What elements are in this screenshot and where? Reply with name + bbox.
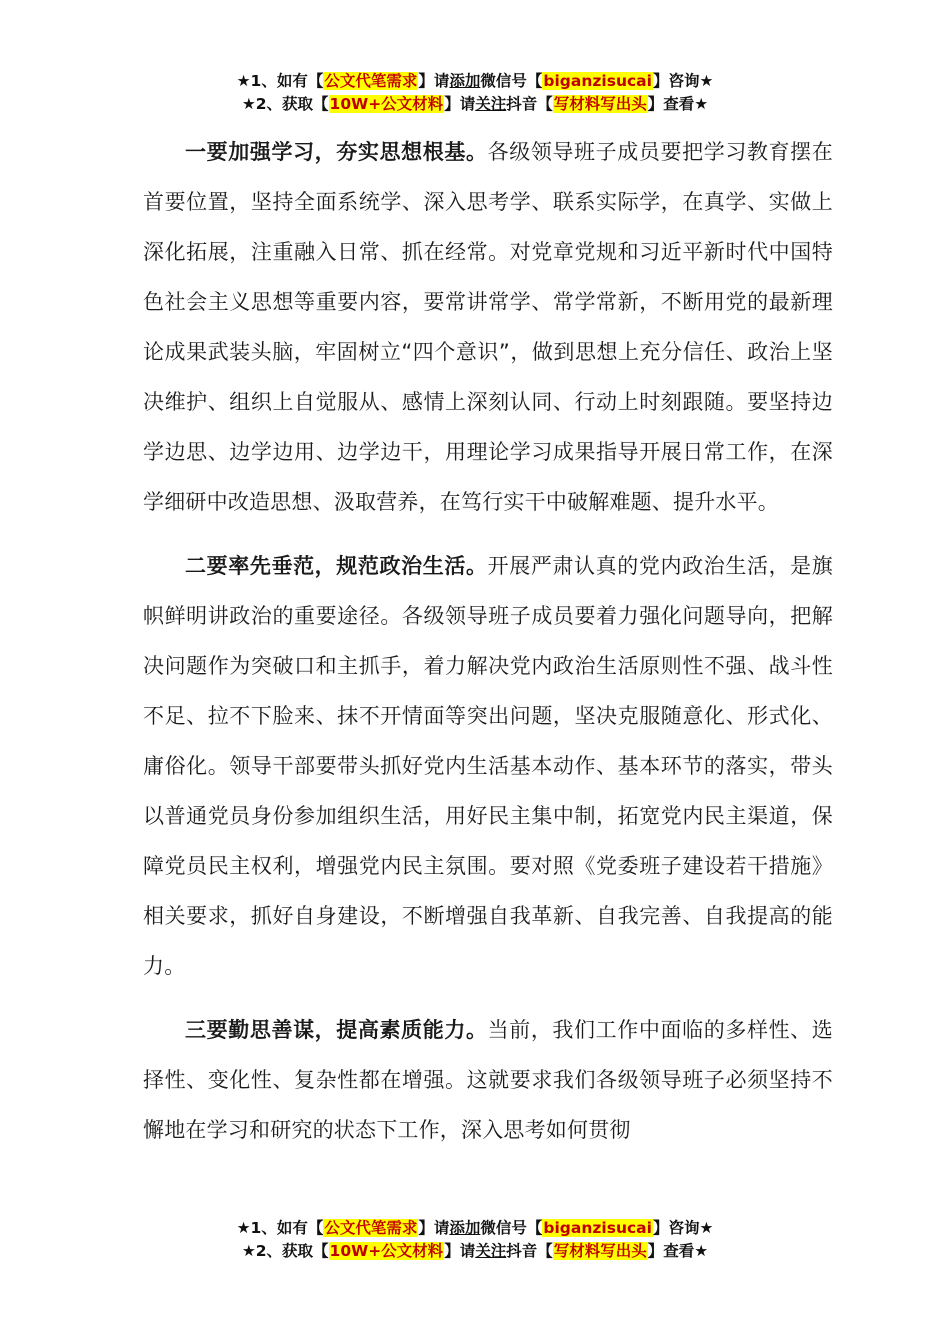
banner-line-1 <box>0 1217 950 1240</box>
paragraph-2 <box>143 541 833 991</box>
highlight-materials: 10W+公文材料 <box>329 1242 444 1260</box>
banner-text: 】请 <box>444 1242 476 1260</box>
footer-banner <box>0 1217 950 1263</box>
banner-text: ★1、如有【 <box>236 72 324 90</box>
underlined-text: 关注 <box>475 95 507 113</box>
banner-text: 抖音【 <box>506 1242 553 1260</box>
banner-text: 微信号【 <box>480 72 543 90</box>
paragraph-lead: 三要勤思善谋，提高素质能力。 <box>185 1018 488 1042</box>
paragraph-lead: 二要率先垂范，规范政治生活。 <box>185 554 488 578</box>
highlight-douyin-id: 写材料写出头 <box>553 95 647 113</box>
banner-text: ★1、如有【 <box>236 1219 324 1237</box>
underlined-text: 关注 <box>475 1242 507 1260</box>
highlight-materials: 10W+公文材料 <box>329 95 444 113</box>
banner-text: 微信号【 <box>480 1219 543 1237</box>
underlined-text: 添加 <box>449 72 481 90</box>
banner-text: 】咨询★ <box>652 1219 714 1237</box>
paragraph-text: 当前，我们工作中面临的多样性、选择性、变化性、复杂性都在增强。这就要求我们各级领导班子必须坚持不懈地在学习和研究的状态下工作，深入思考如何贯彻 <box>143 1018 833 1142</box>
banner-text: 】请 <box>444 95 476 113</box>
highlight-service: 公文代笔需求 <box>324 1219 418 1237</box>
paragraph-lead: 一要加强学习，夯实思想根基。 <box>185 140 488 164</box>
highlight-douyin-id: 写材料写出头 <box>553 1242 647 1260</box>
highlight-wechat-id: biganzisucai <box>543 1219 652 1237</box>
banner-text: ★2、获取【 <box>241 95 329 113</box>
paragraph-text: 各级领导班子成员要把学习教育摆在首要位置，坚持全面系统学、深入思考学、联系实际学，在真学、实做上深化拓展，注重融入日常、抓在经常。对党章党规和习近平新时代中国特色社会主义思想等重要内容，要常讲常学、常学常新，不断用党的最新理论成果武装头脑，牢固树立“四个意识”，做到思想上充分信任、政治上坚决维护、组织上自觉服从、感情上深刻认同、行动上时刻跟随。要坚持边学边思、边学边用、边学边干，用理论学习成果指导开展日常工作，在深学细研中改造思想、汲取营养，在笃行实干中破解难题、提升水平。 <box>143 140 833 514</box>
banner-text: 】咨询★ <box>652 72 714 90</box>
banner-line-2 <box>0 93 950 116</box>
banner-text: 】查看★ <box>647 1242 709 1260</box>
banner-line-2 <box>0 1240 950 1263</box>
banner-text: ★2、获取【 <box>241 1242 329 1260</box>
paragraph-text: 开展严肃认真的党内政治生活，是旗帜鲜明讲政治的重要途径。各级领导班子成员要着力强化问题导向，把解决问题作为突破口和主抓手，着力解决党内政治生活原则性不强、战斗性不足、拉不下脸来、抹不开情面等突出问题，坚决克服随意化、形式化、庸俗化。领导干部要带头抓好党内生活基本动作、基本环节的落实，带头以普通党员身份参加组织生活，用好民主集中制，拓宽党内民主渠道，保障党员民主权利，增强党内民主氛围。要对照《党委班子建设若干措施》相关要求，抓好自身建设，不断增强自我革新、自我完善、自我提高的能力。 <box>143 554 833 978</box>
underlined-text: 添加 <box>449 1219 481 1237</box>
banner-line-1 <box>0 70 950 93</box>
paragraph-1 <box>143 127 833 527</box>
highlight-wechat-id: biganzisucai <box>543 72 652 90</box>
banner-text: 】请 <box>418 1219 450 1237</box>
banner-text: 抖音【 <box>506 95 553 113</box>
paragraph-3 <box>143 1005 833 1155</box>
highlight-service: 公文代笔需求 <box>324 72 418 90</box>
banner-text: 】请 <box>418 72 450 90</box>
banner-text: 】查看★ <box>647 95 709 113</box>
document-body <box>143 127 833 1155</box>
header-banner <box>0 70 950 116</box>
